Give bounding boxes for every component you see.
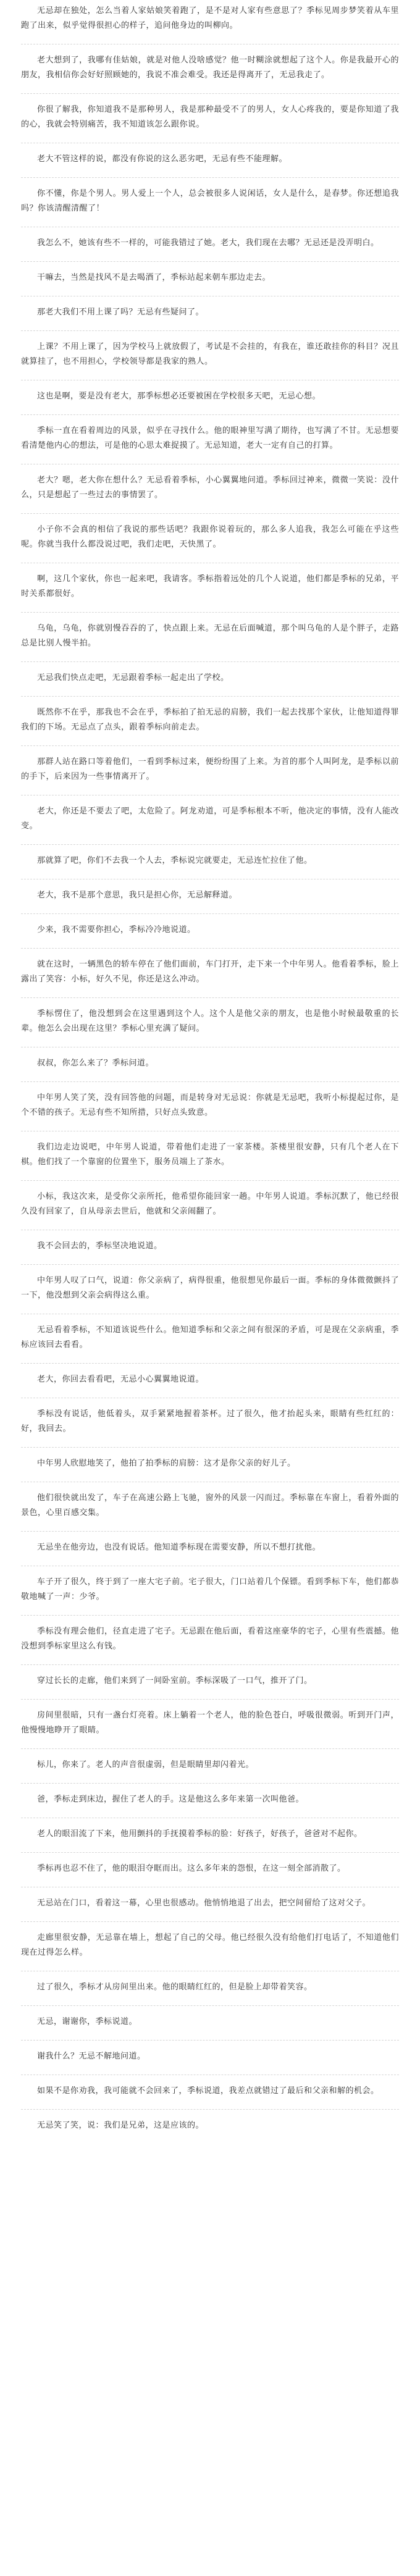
- paragraph: 你不懂，你是个男人。男人爱上一个人，总会被很多人说闲话，女人是什么，是春梦。你还想追我吗？你该清醒清醒了！: [21, 189, 399, 213]
- paragraph-divider: [21, 997, 399, 998]
- paragraph: 乌龟，乌龟，你就别慢吞吞的了，快点跟上来。无忌在后面喊道，那个叫乌龟的人是个胖子，走路总是比别人慢半拍。: [21, 624, 399, 648]
- paragraph-divider: [21, 1081, 399, 1082]
- paragraph-divider: [21, 1783, 399, 1784]
- paragraph: 爸，季标走到床边，握住了老人的手。这是他这么多年来第一次叫他爸。: [37, 1795, 304, 1804]
- paragraph: 小子你不会真的相信了我说的那些话吧？我跟你说着玩的，那么多人追我，我怎么可能在乎这些呢。你就当我什么都没说过吧，我们走吧，天快黑了。: [21, 525, 399, 549]
- paragraph: 如果不是你劝我，我可能就不会回来了，季标说道，我差点就错过了最后和父亲和解的机会。: [37, 2086, 379, 2096]
- paragraph-divider: [21, 414, 399, 415]
- paragraph: 老大，你还是不要去了吧，太危险了。阿龙劝道，可是季标根本不听，他决定的事情，没有人能改变。: [21, 807, 399, 831]
- paragraph: 中年男人笑了笑，没有回答他的问题，而是转身对无忌说：你就是无忌吧，我听小标提起过你，是个不错的孩子。无忌有些不知所措，只好点头致意。: [21, 1093, 399, 1117]
- paragraph-divider: [21, 1748, 399, 1749]
- paragraph: 老人的眼泪流了下来，他用颤抖的手抚摸着季标的脸：好孩子，好孩子，爸爸对不起你。: [37, 1829, 363, 1839]
- paragraph: 无忌我们快点走吧，无忌跟着季标一起走出了学校。: [37, 673, 229, 682]
- paragraph-divider: [21, 745, 399, 746]
- paragraph: 叔叔，你怎么来了？季标问道。: [37, 1059, 154, 1068]
- paragraph: 他们很快就出发了，车子在高速公路上飞驰，窗外的风景一闪而过。季标靠在车窗上，看着外面的景色，心里百感交集。: [21, 1493, 399, 1517]
- paragraph: 我们边走边说吧，中年男人说道，带着他们走进了一家茶楼。茶楼里很安静，只有几个老人在下棋。他们找了一个靠窗的位置坐下，服务员端上了茶水。: [21, 1143, 399, 1167]
- paragraph: 过了很久，季标才从房间里出来。他的眼睛红红的，但是脸上却带着笑容。: [37, 1982, 313, 1992]
- paragraph-divider: [21, 2005, 399, 2006]
- paragraph: 走廊里很安静，无忌靠在墙上，想起了自己的父母。他已经很久没有给他们打电话了，不知道他们现在过得怎么样。: [21, 1933, 399, 1957]
- paragraph-divider: [21, 1664, 399, 1665]
- paragraph-divider: [21, 1852, 399, 1853]
- paragraph-divider: [21, 2040, 399, 2041]
- paragraph-divider: [21, 513, 399, 514]
- paragraph-divider: [21, 844, 399, 845]
- paragraph-divider: [21, 177, 399, 178]
- paragraph-divider: [21, 1921, 399, 1922]
- article-body: [21, 4, 399, 2135]
- paragraph: 那老大我们不用上课了吗？无忌有些疑问了。: [37, 308, 204, 317]
- paragraph-divider: [21, 1447, 399, 1448]
- paragraph: 无忌，谢谢你，季标说道。: [37, 2017, 138, 2026]
- paragraph: 标儿，你来了。老人的声音很虚弱，但是眼睛里却闪着光。: [37, 1760, 254, 1769]
- paragraph-divider: [21, 1363, 399, 1364]
- paragraph: 车子开了很久，终于到了一座大宅子前。宅子很大，门口站着几个保镖。看到季标下车，他们都恭敬地喊了一声：少爷。: [21, 1577, 399, 1601]
- paragraph-divider: [21, 948, 399, 949]
- paragraph-divider: [21, 93, 399, 94]
- paragraph-divider: [21, 696, 399, 697]
- paragraph: 无忌站在门口，看着这一幕，心里也很感动。他悄悄地退了出去，把空间留给了这对父子。: [37, 1898, 371, 1908]
- paragraph: 干嘛去，当然是找风不是去喝酒了，季标站起来朝车那边走去。: [37, 273, 271, 282]
- paragraph: 季标没有说话，他低着头，双手紧紧地握着茶杯。过了很久，他才抬起头来，眼睛有些红红的：好，我回去。: [21, 1409, 399, 1433]
- paragraph: 无忌却在独处，怎么当着人家姑娘笑着跑了，是不是对人家有些意思了？季标见周步梦笑着从车里跑了出来，似乎觉得很担心的样子，追问他身边的叫柳向。: [21, 6, 399, 30]
- paragraph: 房间里很暗，只有一盏台灯亮着。床上躺着一个老人，他的脸色苍白，呼吸很微弱。听到开门声，他慢慢地睁开了眼睛。: [21, 1711, 399, 1735]
- paragraph: 谢我什么？无忌不解地问道。: [37, 2052, 146, 2061]
- paragraph: 穿过长长的走廊，他们来到了一间卧室前。季标深吸了一口气，推开了门。: [37, 1676, 313, 1685]
- paragraph: 季标没有理会他们，径直走进了宅子。无忌跟在他后面，看着这座豪华的宅子，心里有些震撼。他没想到季标家里这么有钱。: [21, 1627, 399, 1651]
- paragraph: 季标一直在看着周边的风景，似乎在寻找什么。他的眼神里写满了期待，也写满了不甘。无忌想要看清楚他内心的想法，可是他的心思太难捉摸了。无忌知道，老大一定有自己的打算。: [21, 426, 399, 450]
- paragraph: 无忌笑了笑，说：我们是兄弟，这是应该的。: [37, 2121, 204, 2130]
- paragraph: 既然你不在乎，那我也不会在乎，季标拍了拍无忌的肩膀，我们一起去找那个家伙，让他知道得罪我们的下场。无忌点了点头，跟着季标向前走去。: [21, 708, 399, 732]
- paragraph: 你很了解我，你知道我不是那种男人，我是那种最受不了的男人，女人心疼我的，要是你知道了我的心，我就会特别痛苦，我不知道该怎么跟你说。: [21, 105, 399, 129]
- paragraph: 无忌坐在他旁边，也没有说话。他知道季标现在需要安静，所以不想打扰他。: [37, 1543, 321, 1552]
- paragraph: 我不会回去的，季标坚决地说道。: [37, 1241, 162, 1251]
- paragraph: 那就算了吧，你们不去我一个人去，季标说完就要走，无忌连忙拉住了他。: [37, 856, 313, 865]
- paragraph-divider: [21, 1615, 399, 1616]
- paragraph-divider: [21, 2109, 399, 2110]
- paragraph-divider: [21, 612, 399, 613]
- paragraph: 老大，你回去看看吧，无忌小心翼翼地说道。: [37, 1375, 204, 1384]
- paragraph-divider: [21, 330, 399, 331]
- paragraph: 那群人站在路口等着他们，一看到季标过来，便纷纷围了上来。为首的那个人叫阿龙，是季标以前的手下，后来因为一些事情离开了。: [21, 757, 399, 781]
- paragraph: 我怎么不，她该有些不一样的，可能我错过了她。老大，我们现在去哪？无忌还是没弄明白。: [37, 238, 379, 248]
- paragraph: 无忌看着季标，不知道该说些什么。他知道季标和父亲之间有很深的矛盾，可是现在父亲病重，季标应该回去看看。: [21, 1325, 399, 1349]
- paragraph: 这也是啊，要是没有老大，那季标想必还要被困在学校很多天吧，无忌心想。: [37, 392, 321, 401]
- paragraph: 啊，这几个家伙，你也一起来吧，我请客。季标指着远处的几个人说道，他们都是季标的兄弟，平时关系都很好。: [21, 574, 399, 598]
- paragraph: 上课？不用上课了，因为学校马上就放假了，考试是不会挂的，有我在，谁还敢挂你的科目？况且就算挂了，也不用担心，学校领导都是我家的熟人。: [21, 342, 399, 366]
- paragraph: 小标，我这次来，是受你父亲所托，他希望你能回家一趟。中年男人说道。季标沉默了，他已经很久没有回家了，自从母亲去世后，他就和父亲闹翻了。: [21, 1192, 399, 1216]
- paragraph-divider: [21, 661, 399, 662]
- paragraph: 少来，我不需要你担心，季标冷冷地说道。: [37, 925, 196, 934]
- paragraph: 中年男人叹了口气，说道：你父亲病了，病得很重，他很想见你最后一面。季标的身体微微颤抖了一下，他没想到父亲会病得这么重。: [21, 1276, 399, 1300]
- paragraph-divider: [21, 1264, 399, 1265]
- paragraph-divider: [21, 913, 399, 914]
- paragraph-divider: [21, 1699, 399, 1700]
- paragraph: 就在这时，一辆黑色的轿车停在了他们面前，车门打开，走下来一个中年男人。他看着季标，脸上露出了笑容：小标，好久不见，你还是这么冲动。: [21, 960, 399, 984]
- paragraph: 老大想到了，我哪有佳姑娘，就是对他人没啥感觉？他一时糊涂就想起了这个人。你是我最开心的朋友，我相信你会好好照顾她的，我说不准会难受。我还是得离开了，无忌我走了。: [21, 56, 399, 80]
- paragraph-divider: [21, 1180, 399, 1181]
- paragraph: 老大，我不是那个意思，我只是担心你，无忌解释道。: [37, 891, 238, 900]
- paragraph: 季标愣住了，他没想到会在这里遇到这个人。这个人是他父亲的朋友，也是他小时候最敬重的长辈。他怎么会出现在这里？季标心里充满了疑问。: [21, 1009, 399, 1033]
- paragraph: 季标再也忍不住了，他的眼泪夺眶而出。这么多年来的怨恨，在这一刻全部消散了。: [37, 1864, 346, 1873]
- paragraph: 老大？嗯，老大你在想什么？无忌看着季标，小心翼翼地问道。季标回过神来，微微一笑说：没什么，只是想起了一些过去的事情罢了。: [21, 476, 399, 500]
- paragraph-divider: [21, 1531, 399, 1532]
- paragraph-divider: [21, 261, 399, 262]
- paragraph: 老大不管这样的说，都没有你说的这么恶劣吧，无忌有些不能理解。: [37, 154, 288, 164]
- paragraph: 中年男人欣慰地笑了，他拍了拍季标的肩膀：这才是你父亲的好儿子。: [37, 1459, 296, 1468]
